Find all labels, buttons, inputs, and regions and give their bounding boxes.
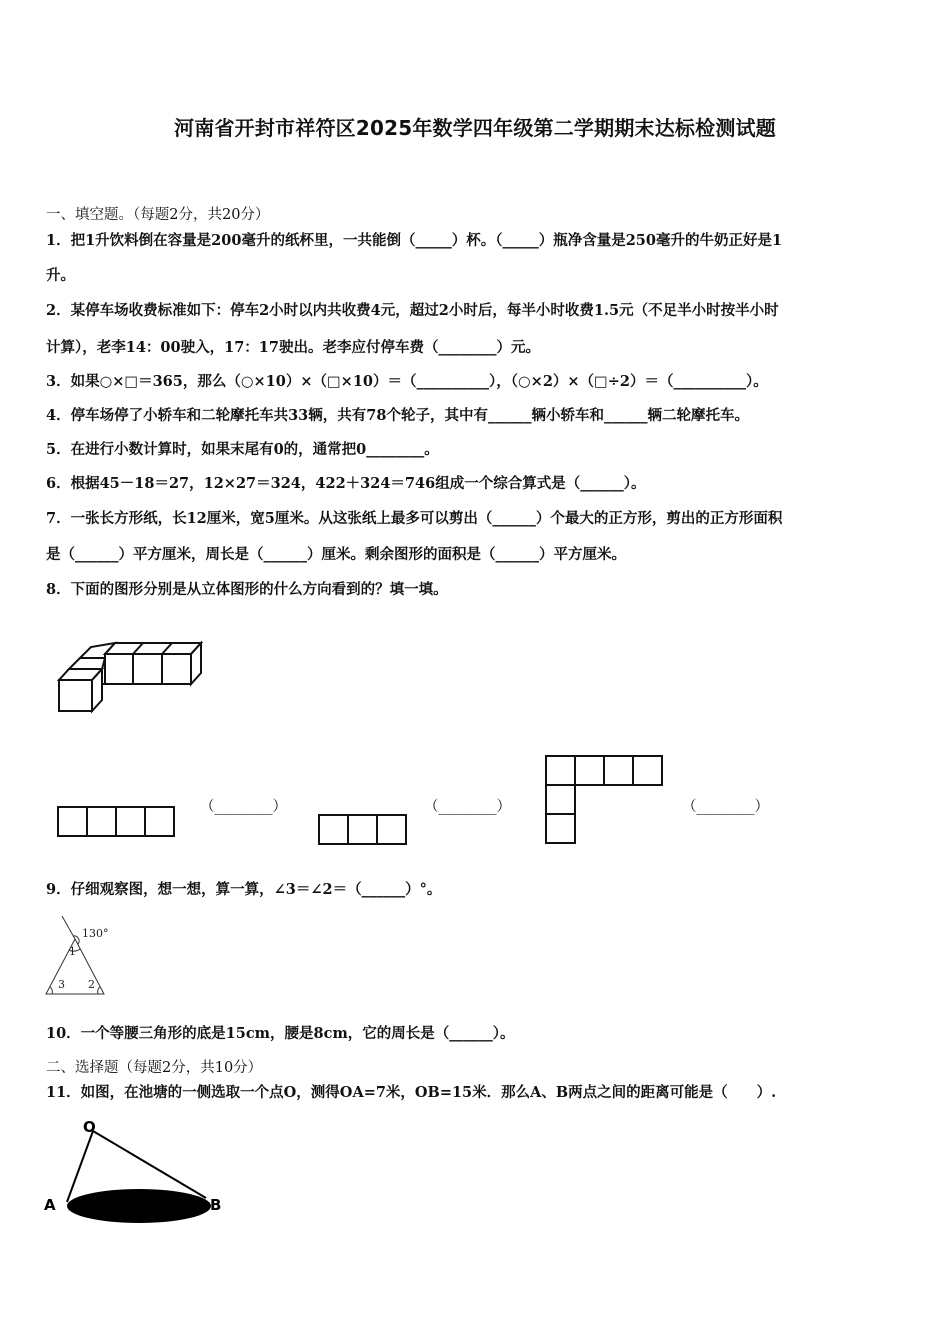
question-7-line-1: 7．一张长方形纸，长12厘米，宽5厘米。从这张纸上最多可以剪出（______）个最大的正方形，剪出的正方形面积 xyxy=(46,510,783,527)
question-1-line-1: 1．把1升饮料倒在容量是200毫升的纸杯里，一共能倒（_____）杯。（_____）瓶净含量是250毫升的牛奶正好是1 xyxy=(46,232,783,249)
q8-view-front xyxy=(56,805,178,839)
question-5: 5．在进行小数计算时，如果末尾有0的，通常把0________。 xyxy=(46,441,439,458)
question-4: 4．停车场停了小轿车和二轮摩托车共33辆，共有78个轮子，其中有______辆小轿车和______辆二轮摩托车。 xyxy=(46,407,749,424)
page-title: 河南省开封市祥符区2025年数学四年级第二学期期末达标检测试题 xyxy=(174,116,776,140)
section-2-heading: 二、选择题（每题2分，共10分） xyxy=(46,1060,263,1076)
q8-answer-blank-2[interactable]: （________） xyxy=(424,799,511,815)
question-6: 6．根据45－18＝27，12×27＝324，422＋324＝746组成一个综合算式是（______）。 xyxy=(46,475,646,492)
point-b-label: B xyxy=(210,1196,222,1214)
point-a-label: A xyxy=(44,1196,56,1214)
pond-shape xyxy=(67,1189,211,1223)
question-10: 10．一个等腰三角形的底是15cm，腰是8cm，它的周长是（______）。 xyxy=(46,1025,515,1042)
q9-triangle-figure xyxy=(42,914,118,998)
q8-view-side xyxy=(317,813,409,847)
angle-2-label: 2 xyxy=(88,978,95,991)
question-8: 8．下面的图形分别是从立体图形的什么方向看到的？填一填。 xyxy=(46,581,448,598)
question-1-line-2: 升。 xyxy=(46,267,75,284)
q8-answer-blank-3[interactable]: （________） xyxy=(682,799,769,815)
question-7-line-2: 是（______）平方厘米，周长是（______）厘米。剩余图形的面积是（______）平方厘米。 xyxy=(46,546,626,563)
q8-view-top xyxy=(544,754,666,846)
question-2-line-1: 2．某停车场收费标准如下：停车2小时以内共收费4元，超过2小时后，每半小时收费1.5元（不足半小时按半小时 xyxy=(46,302,779,319)
q8-solid-figure xyxy=(54,640,206,714)
point-o-label: O xyxy=(83,1118,96,1136)
angle-130-label: 130° xyxy=(82,927,109,940)
q8-answer-blank-1[interactable]: （________） xyxy=(200,799,287,815)
q11-pond-figure xyxy=(40,1114,230,1226)
section-1-heading: 一、填空题。（每题2分，共20分） xyxy=(46,207,270,223)
angle-3-label: 3 xyxy=(58,978,65,991)
angle-1-label: 1 xyxy=(69,945,76,958)
question-2-line-2: 计算），老李14：00驶入，17：17驶出。老李应付停车费（________）元。 xyxy=(46,339,540,356)
question-9: 9．仔细观察图，想一想，算一算，∠3＝∠2＝（______）°。 xyxy=(46,881,442,898)
question-11: 11．如图，在池塘的一侧选取一个点O，测得OA=7米，OB=15米．那么A、B两点之间的距离可能是（ ）. xyxy=(46,1084,777,1101)
question-3: 3．如果○×□＝365，那么（○×10）×（□×10）＝（__________），（○×2）×（□÷2）＝（__________）。 xyxy=(46,373,768,390)
